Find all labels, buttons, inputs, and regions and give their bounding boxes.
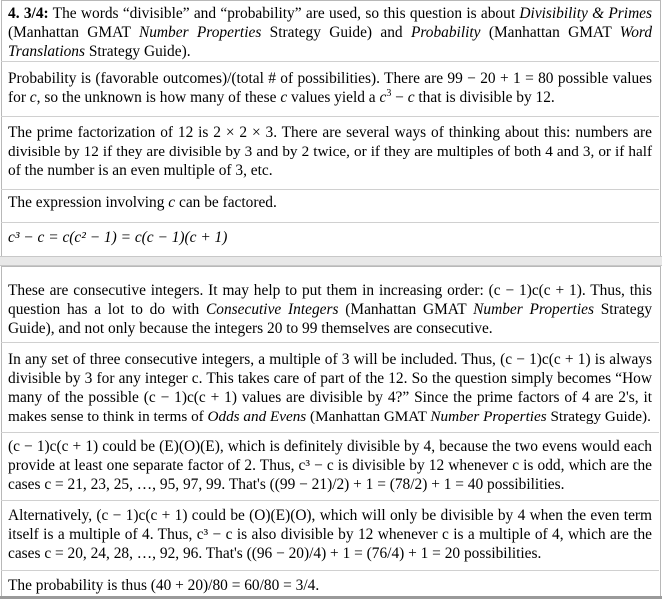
expression-paragraph: The expression involving c can be factored. bbox=[8, 194, 277, 211]
factored-formula: c³ − c = c(c² − 1) = c(c − 1)(c + 1) bbox=[8, 229, 228, 246]
row-separator bbox=[1, 116, 659, 117]
consecutive-paragraph: These are consecutive integers. It may help to put them in increasing order: (c − 1)c(c + 1). Thus, this question has a lot to do with Consecutive Integers (Manhattan GMAT Number Properties Strategy Guide), and not only because the integers 20 to 99 themselves are consecutive. bbox=[8, 282, 653, 337]
odd-case-paragraph: (c − 1)c(c + 1) could be (E)(O)(E), which is definitely divisible by 4, because the two evens would each provide at least one separate factor of 2. Thus, c³ − c is divisible by 12 whenever c is odd, which are the cases c = 21, 23, 25, …, 95, 97, 99. That's ((99 − 21)/2) + 1 = (78/2) + 1 = 40 possibilities. bbox=[8, 438, 652, 493]
three-consecutive-paragraph: In any set of three consecutive integers, a multiple of 3 will be included. Thus, (c − 1)c(c + 1) is always divisible by 3 for any integer c. This takes care of part of the 12. So the question simply becomes “How many of the possible (c − 1)c(c + 1) values are divisible by 4?” Since the prime factors of 4 are 2's, it makes sense to think in terms of Odds and Evens (Manhattan GMAT Number Properties Strategy Guide). bbox=[8, 351, 652, 425]
final-answer: The probability is thus (40 + 20)/80 = 60/80 = 3/4. bbox=[8, 577, 320, 594]
row-separator bbox=[1, 500, 659, 501]
panel-divider bbox=[0, 256, 662, 266]
row-separator bbox=[1, 61, 659, 62]
row-separator bbox=[1, 222, 659, 223]
row-separator bbox=[1, 570, 659, 571]
prime-factorization-paragraph: The prime factorization of 12 is 2 × 2 × 3. There are several ways of thinking about this: numbers are divisible by 12 if they are divisible by 3 and by 2 twice, or if they are multiples of both 4 and 3, or if half of the number is an even multiple of 3, etc. bbox=[8, 124, 652, 179]
probability-paragraph: Probability is (favorable outcomes)/(total # of possibilities). There are 99 − 20 + 1 = 80 possible values for c, so the unknown is how many of these c values yield a $c^3 - c$ that is divisible by 12. bbox=[8, 70, 652, 106]
answer-heading: 4. 3/4: bbox=[8, 5, 49, 22]
intro-paragraph: 4. 3/4: The words “divisible” and “probability” are used, so this question is about Divisibility & Primes (Manhattan GMAT Number Properties Strategy Guide) and Probability (Manhattan GMAT Word Translations Strategy Guide). bbox=[8, 5, 653, 60]
row-separator bbox=[1, 342, 659, 343]
row-separator bbox=[1, 189, 659, 190]
row-separator bbox=[1, 432, 659, 433]
even-case-paragraph: Alternatively, (c − 1)c(c + 1) could be (O)(E)(O), which will only be divisible by 4 when the even term itself is a multiple of 4. Thus, c³ − c is also divisible by 12 whenever c is a multiple of 4, which are the cases c = 20, 24, 28, …, 92, 96. That's ((96 − 20)/4) + 1 = (76/4) + 1 = 20 possibilities. bbox=[8, 507, 652, 562]
